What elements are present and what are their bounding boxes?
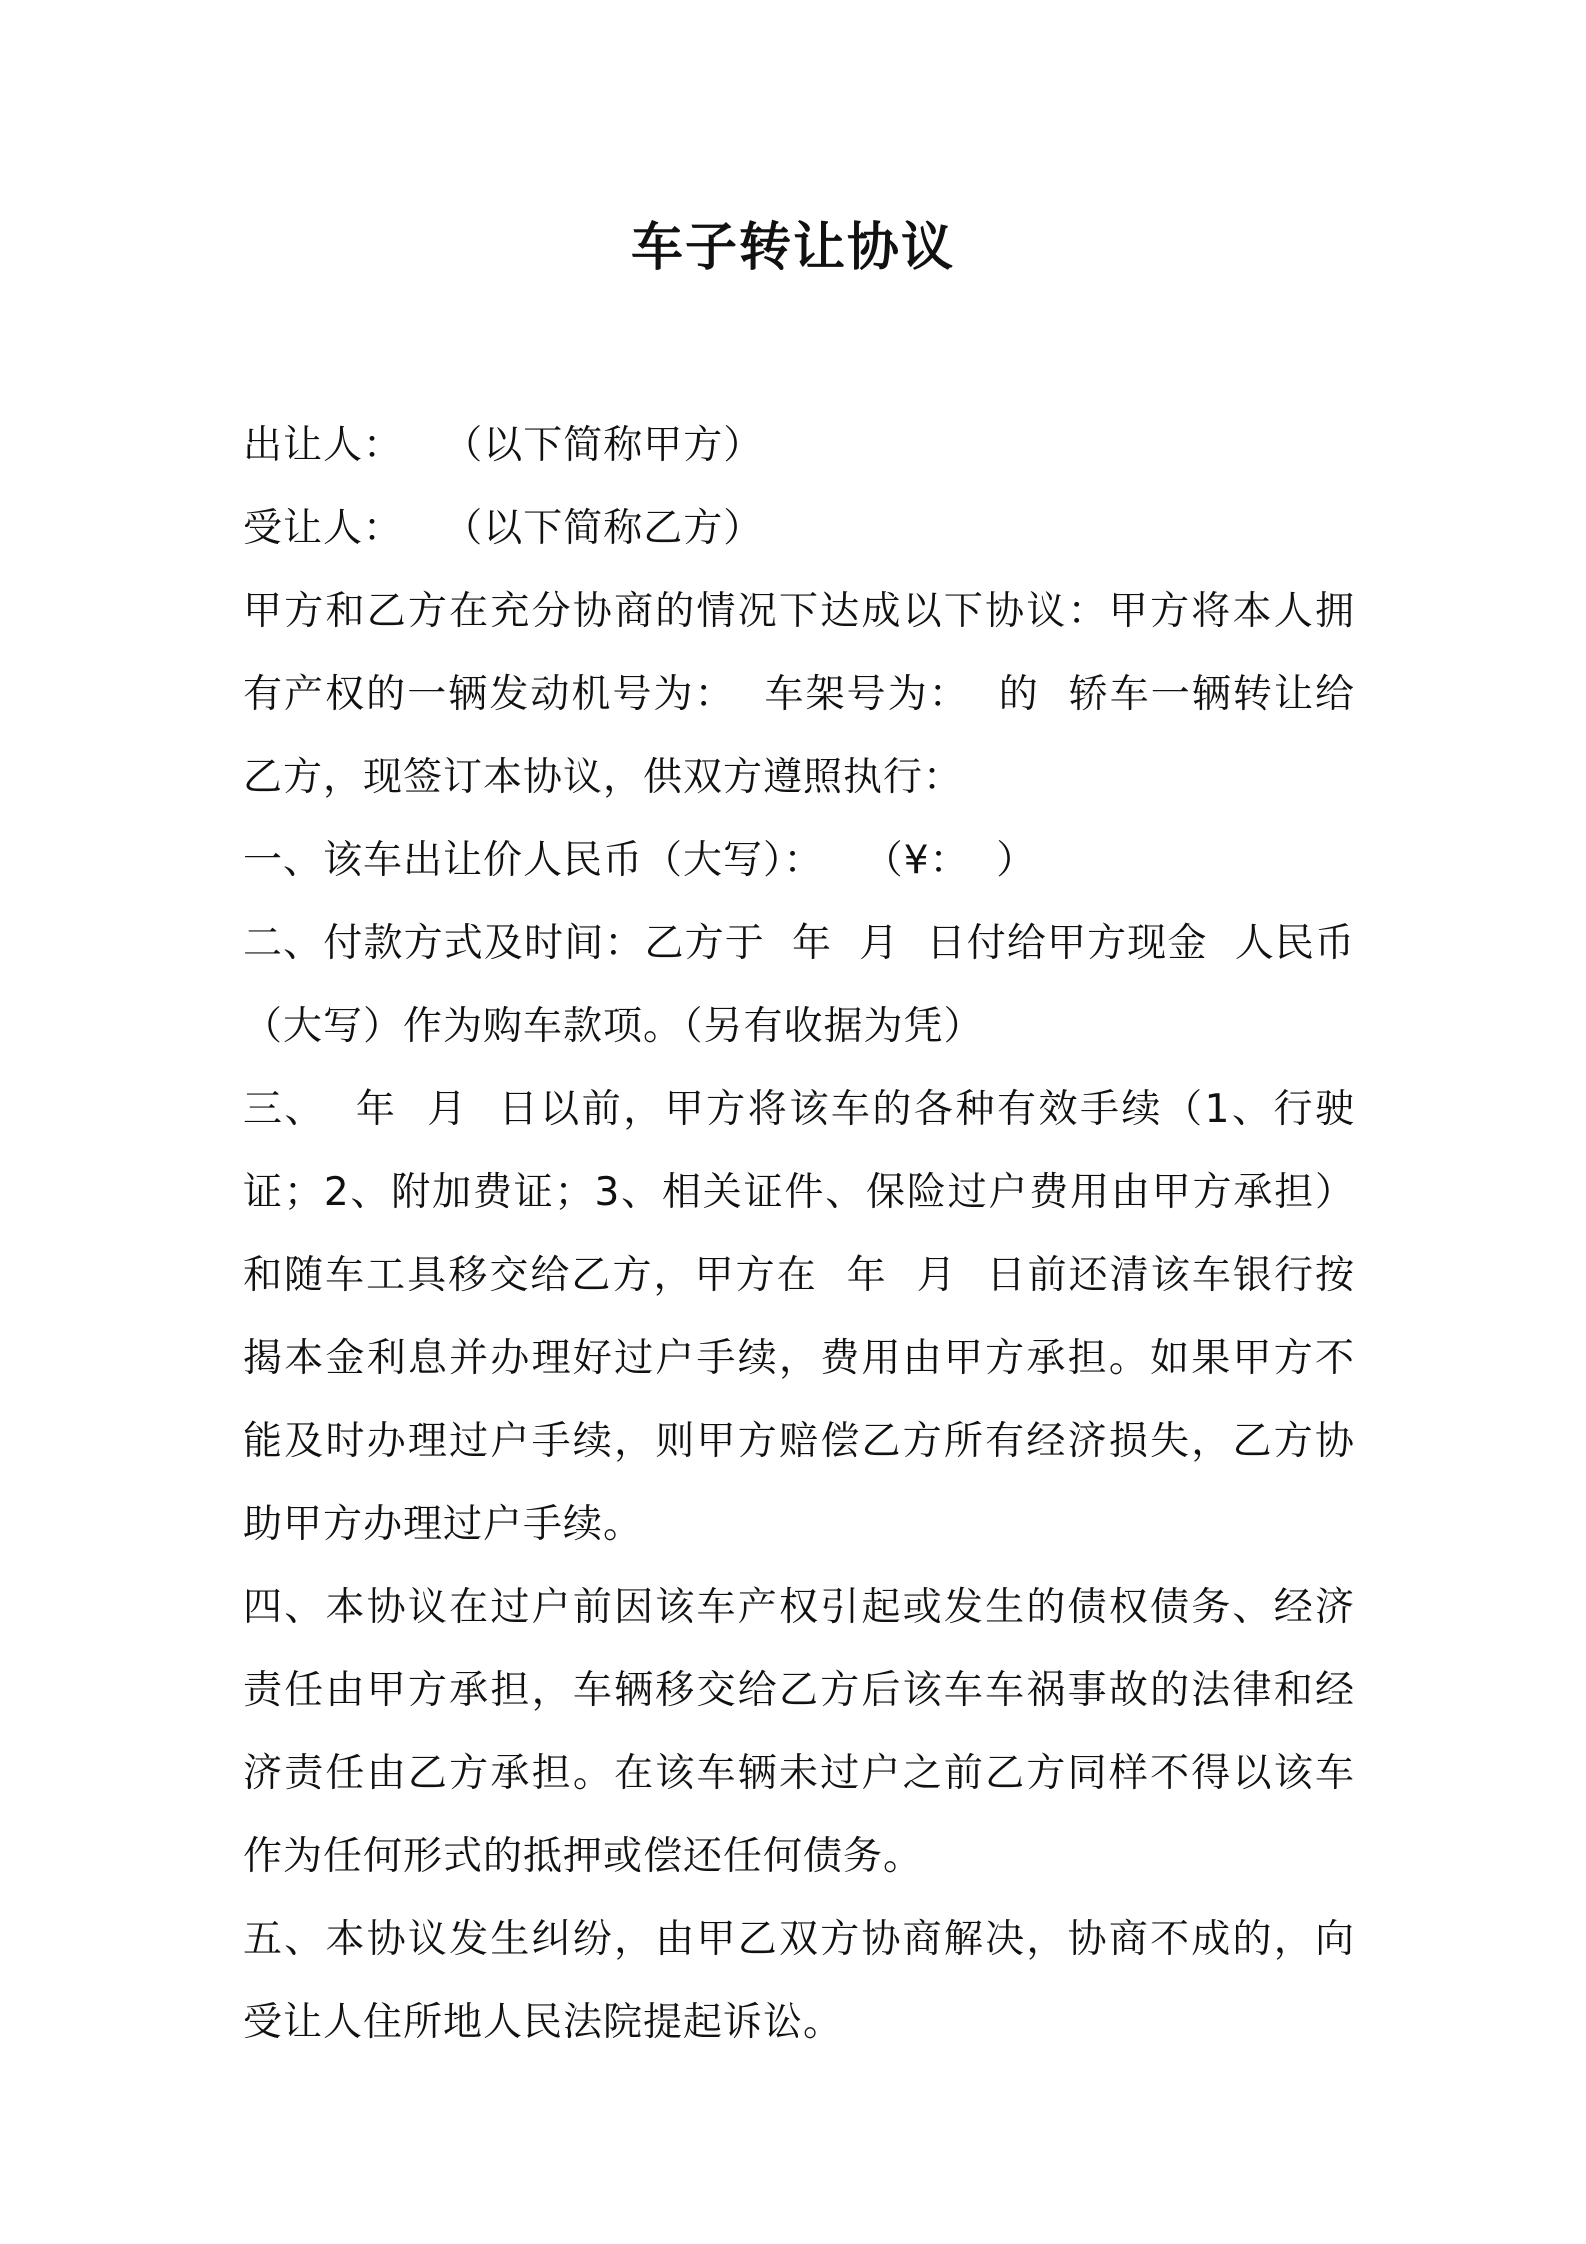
clause-1-price: 一、该车出让价人民币（大写）： （¥： ） — [243, 838, 1037, 883]
clause-4-liability: 四、本协议在过户前因该车产权引起或发生的债权债务、经济责任由甲方承担，车辆移交给乙方后该车车祸事故的法律和经济责任由乙方承担。在该车辆未过户之前乙方同样不得以该车作为任何形式的抵押或偿还任何债务。 — [243, 1585, 1355, 1879]
clause-3-handover: 三、 年 月 日以前，甲方将该车的各种有效手续（1、行驶证；2、附加费证；3、相关证件、保险过户费用由甲方承担）和随车工具移交给乙方，甲方在 年 月 日前还清该车银行按揭本金利息并办理好过户手续，费用由甲方承担。如果甲方不能及时办理过户手续，则甲方赔偿乙方所有经济损失，乙方协助甲方办理过户手续。 — [243, 1087, 1355, 1547]
agreement-preamble: 甲方和乙方在充分协商的情况下达成以下协议：甲方将本人拥有产权的一辆发动机号为： 车架号为： 的 轿车一辆转让给乙方，现签订本协议，供双方遵照执行： — [243, 589, 1355, 800]
clause-2-payment: 二、付款方式及时间：乙方于 年 月 日付给甲方现金 人民币（大写）作为购车款项。（另有收据为凭） — [243, 921, 1355, 1049]
transferee-line: 受让人： （以下简称乙方） — [243, 506, 764, 551]
clause-5-dispute: 五、本协议发生纠纷，由甲乙双方协商解决，协商不成的，向受让人住所地人民法院提起诉讼。 — [243, 1917, 1355, 2045]
document-body — [243, 404, 1355, 2064]
transferor-line: 出让人： （以下简称甲方） — [243, 423, 764, 468]
document-title: 车子转让协议 — [630, 218, 955, 278]
